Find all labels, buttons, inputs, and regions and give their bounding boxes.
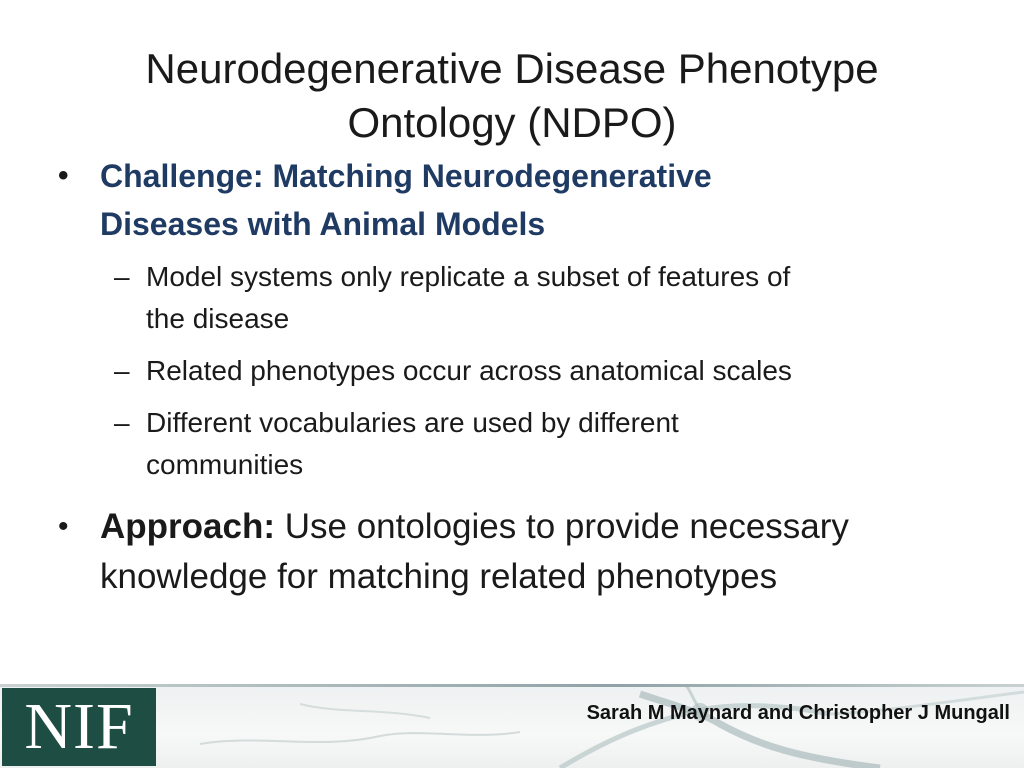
approach-text-line-1: Use ontologies to provide necessary (275, 507, 849, 546)
approach-label: Approach: (100, 507, 275, 546)
subitem-text: communities (146, 449, 304, 480)
approach-text-line-2: knowledge for matching related phenotypes (100, 557, 778, 596)
challenge-text-line-1: Challenge: Matching Neurodegenerative (100, 158, 712, 194)
subitem-text: Related phenotypes occur across anatomical scales (146, 355, 792, 386)
subitem-text: Model systems only replicate a subset of features of (146, 261, 791, 292)
bullet-icon: • (58, 159, 69, 192)
slide-content (58, 152, 958, 602)
slide-title (60, 42, 964, 150)
subitem-text: Different vocabularies are used by different (146, 407, 679, 438)
title-line-2: Ontology (NDPO) (347, 99, 677, 147)
footer-divider (0, 684, 1024, 687)
nif-logo: NIF (2, 688, 156, 766)
challenge-text-line-2: Diseases with Animal Models (100, 206, 546, 242)
title-line-1: Neurodegenerative Disease Phenotype (145, 45, 879, 93)
author-credit: Sarah M Maynard and Christopher J Mungall (586, 702, 1010, 724)
subitem-vocabularies (58, 402, 958, 486)
subitem-text: the disease (146, 303, 290, 334)
bullet-icon: • (58, 510, 69, 543)
dash-icon: – (114, 407, 130, 438)
dash-icon: – (114, 261, 130, 292)
approach-bullet (58, 502, 958, 602)
subitem-related-phenotypes (58, 350, 958, 392)
subitem-model-systems (58, 256, 958, 340)
challenge-bullet (58, 152, 958, 248)
dash-icon: – (114, 355, 130, 386)
